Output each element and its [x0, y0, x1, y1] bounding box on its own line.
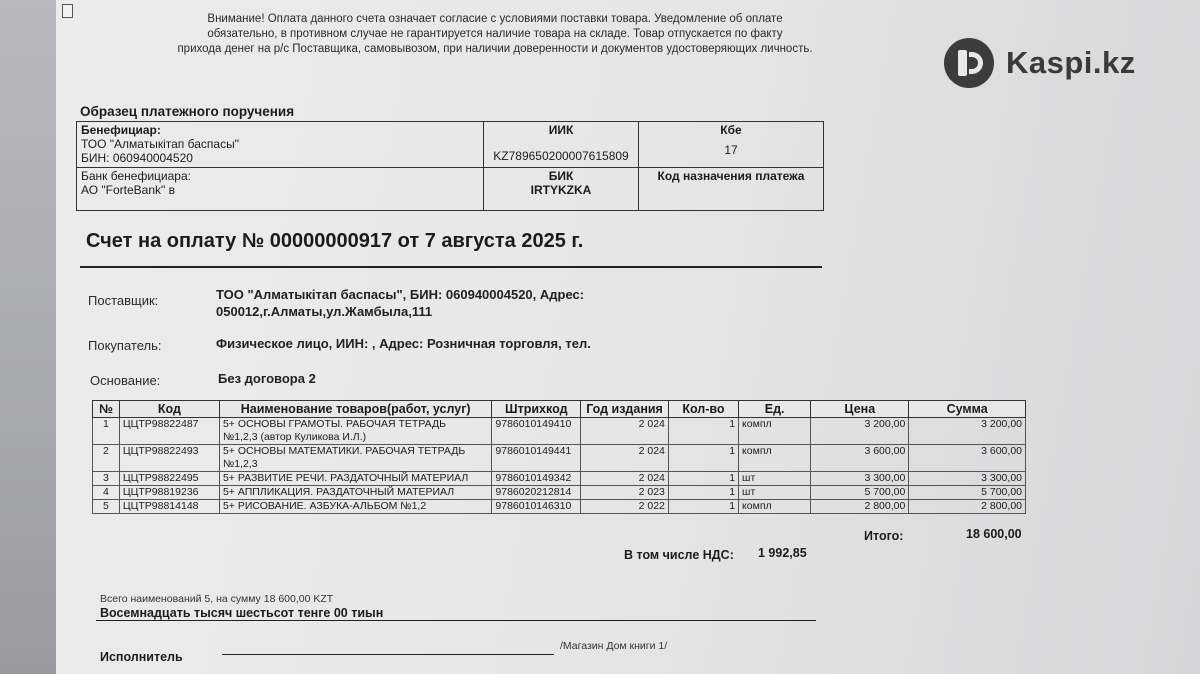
store-note: /Магазин Дом книги 1/ [560, 640, 668, 652]
row-year: 2 024 [581, 445, 669, 472]
row-code: ЦЦТР98822493 [119, 445, 219, 472]
row-code: ЦЦТР98822487 [119, 418, 219, 445]
row-name: 5+ РАЗВИТИЕ РЕЧИ. РАЗДАТОЧНЫЙ МАТЕРИАЛ [219, 472, 491, 486]
iik-cell [484, 122, 639, 168]
bik-value: IRTYKZKA [530, 183, 592, 197]
row-year: 2 024 [581, 418, 669, 445]
beneficiary-table [76, 121, 824, 211]
payment-sample-title: Образец платежного поручения [80, 104, 295, 119]
table-row [93, 445, 1026, 472]
window-checkbox[interactable] [62, 4, 73, 18]
row-barcode: 9786020212814 [492, 486, 581, 500]
kbe-label: Кбе [720, 123, 742, 137]
row-unit: компл [739, 418, 811, 445]
row-sum: 3 300,00 [909, 472, 1026, 486]
row-price: 3 600,00 [811, 445, 909, 472]
beneficiary-bin: БИН: 060940004520 [81, 151, 193, 165]
vat-label: В том числе НДС: [624, 548, 734, 562]
row-sum: 3 600,00 [909, 445, 1026, 472]
row-price: 3 200,00 [811, 418, 909, 445]
signature-line [222, 654, 554, 655]
row-year: 2 023 [581, 486, 669, 500]
row-unit: компл [739, 445, 811, 472]
row-sum: 5 700,00 [909, 486, 1026, 500]
row-barcode: 9786010149410 [492, 418, 581, 445]
supplier-line-2: 050012,г.Алматы,ул.Жамбыла,111 [216, 304, 433, 319]
items-table [92, 400, 1026, 514]
bik-label: БИК [548, 169, 574, 183]
row-unit: шт [739, 486, 811, 500]
notice-line-2: обязательно, в противном случае не гарантируется наличие товара на складе. Товар отпускается по факту [207, 28, 783, 40]
header-name: Наименование товаров(работ, услуг) [219, 401, 491, 418]
supplier-line-1: ТОО "Алматыкітап баспасы", БИН: 060940004520, Адрес: [216, 287, 585, 302]
notice-line-1: Внимание! Оплата данного счета означает согласие с условиями поставки товара. Уведомление об оплате [207, 13, 783, 25]
row-barcode: 9786010149342 [492, 472, 581, 486]
invoice-title: Счет на оплату № 00000000917 от 7 августа 2025 г. [86, 230, 584, 252]
row-number: 5 [93, 500, 120, 514]
row-price: 3 300,00 [811, 472, 909, 486]
iik-value: KZ789650200007615809 [493, 149, 629, 163]
buyer-label: Покупатель: [88, 338, 162, 353]
header-sum: Сумма [909, 401, 1026, 418]
row-year: 2 022 [581, 500, 669, 514]
kbe-cell [639, 122, 824, 168]
row-qty: 1 [668, 486, 738, 500]
title-divider [80, 266, 822, 268]
row-qty: 1 [668, 472, 738, 486]
table-row [93, 486, 1026, 500]
bank-cell [77, 168, 484, 211]
row-name: 5+ РИСОВАНИЕ. АЗБУКА-АЛЬБОМ №1,2 [219, 500, 491, 514]
notice-line-3: прихода денег на р/с Поставщика, самовывозом, при наличии доверенности и документов удостоверяющих личность. [177, 43, 813, 55]
total-value: 18 600,00 [966, 527, 1022, 541]
row-price: 5 700,00 [811, 486, 909, 500]
beneficiary-name: ТОО "Алматыкітап баспасы" [81, 137, 239, 151]
bank-name: АО "ForteBank" в [81, 183, 175, 197]
row-name [219, 418, 491, 445]
row-name [219, 445, 491, 472]
table-row [93, 418, 1026, 445]
kaspi-logo-text: Kaspi.kz [1006, 45, 1136, 80]
purpose-code-cell [639, 168, 824, 211]
total-label: Итого: [864, 529, 904, 543]
screen-left-edge [0, 0, 56, 674]
row-number: 4 [93, 486, 120, 500]
buyer-value: Физическое лицо, ИИН: , Адрес: Розничная торговля, тел. [216, 336, 591, 351]
amount-divider [96, 620, 816, 621]
bik-cell [484, 168, 639, 211]
header-price: Цена [811, 401, 909, 418]
row-code: ЦЦТР98822495 [119, 472, 219, 486]
supplier-value [216, 286, 584, 320]
items-header-row [93, 401, 1026, 418]
row-name-line-2: №1,2,3 (автор Куликова И.Л.) [222, 431, 367, 443]
row-price: 2 800,00 [811, 500, 909, 514]
row-number: 1 [93, 418, 120, 445]
basis-value: Без договора 2 [218, 371, 316, 386]
row-number: 3 [93, 472, 120, 486]
row-barcode: 9786010149441 [492, 445, 581, 472]
kaspi-logo [944, 38, 1136, 88]
iik-label: ИИК [548, 123, 574, 137]
table-row [93, 472, 1026, 486]
supplier-label: Поставщик: [88, 293, 159, 308]
amount-in-words: Восемнадцать тысяч шестьсот тенге 00 тиын [100, 606, 384, 620]
executor-label: Исполнитель [100, 650, 183, 664]
header-year: Год издания [581, 401, 669, 418]
row-sum: 3 200,00 [909, 418, 1026, 445]
kaspi-logo-icon [944, 38, 994, 88]
row-name-line-1: 5+ ОСНОВЫ ГРАМОТЫ. РАБОЧАЯ ТЕТРАДЬ [222, 418, 446, 430]
row-year: 2 024 [581, 472, 669, 486]
row-unit: шт [739, 472, 811, 486]
purpose-code-label: Код назначения платежа [657, 169, 805, 183]
vat-value: 1 992,85 [758, 546, 807, 560]
table-row [93, 500, 1026, 514]
beneficiary-cell [77, 122, 484, 168]
row-name-line-1: 5+ ОСНОВЫ МАТЕМАТИКИ. РАБОЧАЯ ТЕТРАДЬ [222, 445, 466, 457]
header-qty: Кол-во [668, 401, 738, 418]
header-code: Код [119, 401, 219, 418]
beneficiary-label: Бенефициар: [81, 123, 161, 137]
row-name: 5+ АППЛИКАЦИЯ. РАЗДАТОЧНЫЙ МАТЕРИАЛ [219, 486, 491, 500]
row-barcode: 9786010146310 [492, 500, 581, 514]
row-code: ЦЦТР98814148 [119, 500, 219, 514]
row-qty: 1 [668, 500, 738, 514]
basis-label: Основание: [90, 373, 161, 388]
row-qty: 1 [668, 418, 738, 445]
row-qty: 1 [668, 445, 738, 472]
row-number: 2 [93, 445, 120, 472]
items-count-line: Всего наименований 5, на сумму 18 600,00 KZT [100, 593, 334, 605]
header-barcode: Штрихкод [492, 401, 581, 418]
row-unit: компл [739, 500, 811, 514]
header-unit: Ед. [739, 401, 811, 418]
bank-label: Банк бенефициара: [81, 169, 191, 183]
payment-notice [130, 12, 860, 57]
row-name-line-2: №1,2,3 [222, 458, 258, 470]
kbe-value: 17 [724, 143, 738, 157]
row-code: ЦЦТР98819236 [119, 486, 219, 500]
header-number: № [93, 401, 120, 418]
row-sum: 2 800,00 [909, 500, 1026, 514]
